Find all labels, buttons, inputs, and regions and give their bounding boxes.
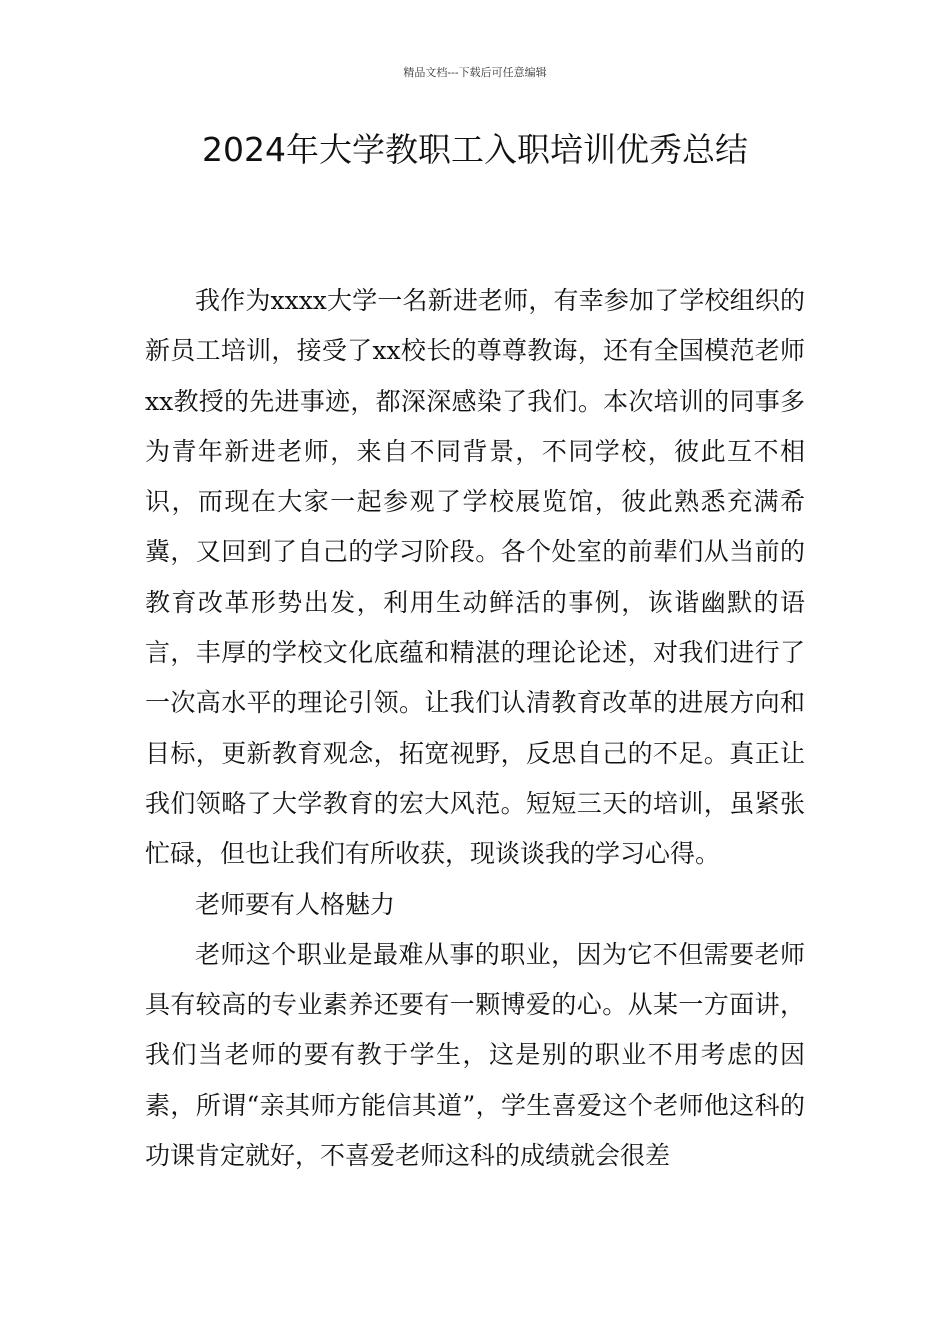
document-title: 2024年大学教职工入职培训优秀总结 — [202, 130, 748, 169]
paragraph-teacher-charm: 老师这个职业是最难从事的职业，因为它不但需要老师具有较高的专业素养还要有一颗博爱的心。从某一方面讲，我们当老师的要有教于学生，这是别的职业不用考虑的因素，所谓“亲其师方能信其道”，学生喜爱这个老师他这科的功课肯定就好，不喜爱老师这科的成绩就会很差 — [145, 939, 805, 1171]
header-note: 精品文档---下载后可任意编辑 — [403, 66, 547, 79]
section-heading: 老师要有人格魅力 — [195, 889, 396, 919]
paragraph-intro: 我作为xxxx大学一名新进老师，有幸参加了学校组织的新员工培训，接受了xx校长的尊尊教诲，还有全国模范老师xx教授的先进事迹，都深深感染了我们。本次培训的同事多为青年新进老师，来自不同背景，不同学校，彼此互不相识，而现在大家一起参观了学校展览馆，彼此熟悉充满希冀，又回到了自己的学习阶段。各个处室的前辈们从当前的教育改革形势出发，利用生动鲜活的事例，诙谐幽默的语言，丰厚的学校文化底蕴和精湛的理论论述，对我们进行了一次高水平的理论引领。让我们认清教育改革的进展方向和目标，更新教育观念，拓宽视野，反思自己的不足。真正让我们领略了大学教育的宏大风范。短短三天的培训，虽紧张忙碌，但也让我们有所收获，现谈谈我的学习心得。 — [145, 286, 805, 869]
document-body — [145, 276, 805, 1181]
